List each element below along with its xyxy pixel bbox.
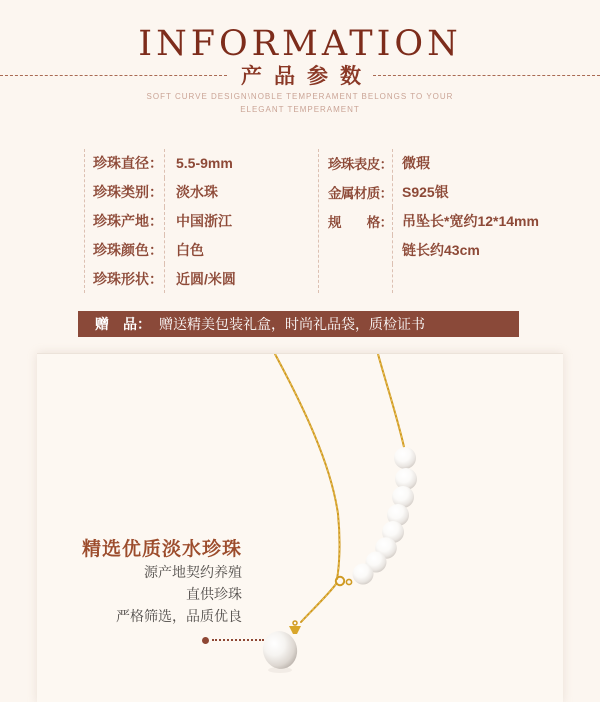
spec-row-surface <box>319 149 562 178</box>
tagline-line-2: ELEGANT TEMPERAMENT <box>240 105 360 114</box>
feature-line-3: 严格筛选，品质优良 <box>116 608 242 624</box>
feature-heading: 精选优质淡水珍珠 <box>81 539 242 560</box>
page-subtitle: 产品参数 <box>241 65 373 88</box>
product-photo <box>37 353 563 703</box>
drop-pearl <box>259 627 301 672</box>
spec-row-shape <box>85 264 306 293</box>
spec-value: 微瑕 <box>392 149 562 178</box>
gold-chain-highlight <box>275 354 404 622</box>
spec-row-origin <box>85 207 306 236</box>
spec-label: 珍珠表皮： <box>328 157 393 173</box>
necklace-illustration <box>37 354 563 703</box>
tagline-line-1: SOFT CURVE DESIGN\NOBLE TEMPERAMENT BELONGS TO YOUR <box>146 92 454 101</box>
spec-label: 金属材质： <box>328 186 393 202</box>
dashed-rule-left <box>0 75 227 76</box>
spec-row-size <box>319 207 562 236</box>
gift-value: 赠送精美包装礼盒，时尚礼品袋，质检证书 <box>159 316 425 332</box>
spec-label: 珍珠直径： <box>93 155 163 172</box>
feature-text-block <box>40 534 242 627</box>
spec-value: 吊坠长*宽约12*14mm <box>392 207 562 236</box>
spec-label: 珍珠颜色： <box>93 241 163 258</box>
spec-table-right <box>318 149 562 293</box>
spec-row-metal <box>319 178 562 207</box>
spec-value: 白色 <box>164 235 306 264</box>
spec-value: 中国浙江 <box>164 207 306 236</box>
spec-row-color <box>85 235 306 264</box>
tagline <box>0 90 600 116</box>
spec-row-type <box>85 178 306 207</box>
dotted-separator <box>202 636 264 644</box>
dashed-rule-right <box>373 75 600 76</box>
pendant-cap <box>289 626 301 634</box>
spec-row-diameter <box>85 149 306 178</box>
bottom-white-strip <box>0 702 600 717</box>
gold-chain <box>275 354 404 622</box>
separator-dotted-line <box>212 639 264 641</box>
spec-value: S925银 <box>392 178 562 207</box>
pearl-row <box>353 447 418 585</box>
spec-label: 规 格： <box>328 214 393 230</box>
pendant-loop <box>293 621 297 625</box>
separator-dot <box>202 637 209 644</box>
spec-label: 珍珠产地： <box>93 212 163 229</box>
page-title: INFORMATION <box>138 24 462 64</box>
subtitle-row <box>0 61 600 89</box>
gift-label: 赠 品： <box>95 316 151 332</box>
clasp-ring <box>336 577 344 585</box>
spec-row-chain-length <box>319 235 562 264</box>
spec-value: 链长约43cm <box>392 235 562 264</box>
spec-value: 近圆/米圆 <box>164 264 306 293</box>
spec-value: 淡水珠 <box>164 178 306 207</box>
spec-value: 5.5-9mm <box>164 149 306 178</box>
spec-label: 珍珠形状： <box>93 270 163 287</box>
spec-label: 珍珠类别： <box>93 184 163 201</box>
feature-line-1: 源产地契约养殖 <box>144 564 242 580</box>
spec-row-empty <box>319 264 562 293</box>
feature-line-2: 直供珍珠 <box>186 586 242 602</box>
gift-bar <box>78 311 519 337</box>
clasp-ring-small <box>346 579 351 584</box>
spec-table-left <box>84 149 306 293</box>
spec-value <box>392 264 562 293</box>
